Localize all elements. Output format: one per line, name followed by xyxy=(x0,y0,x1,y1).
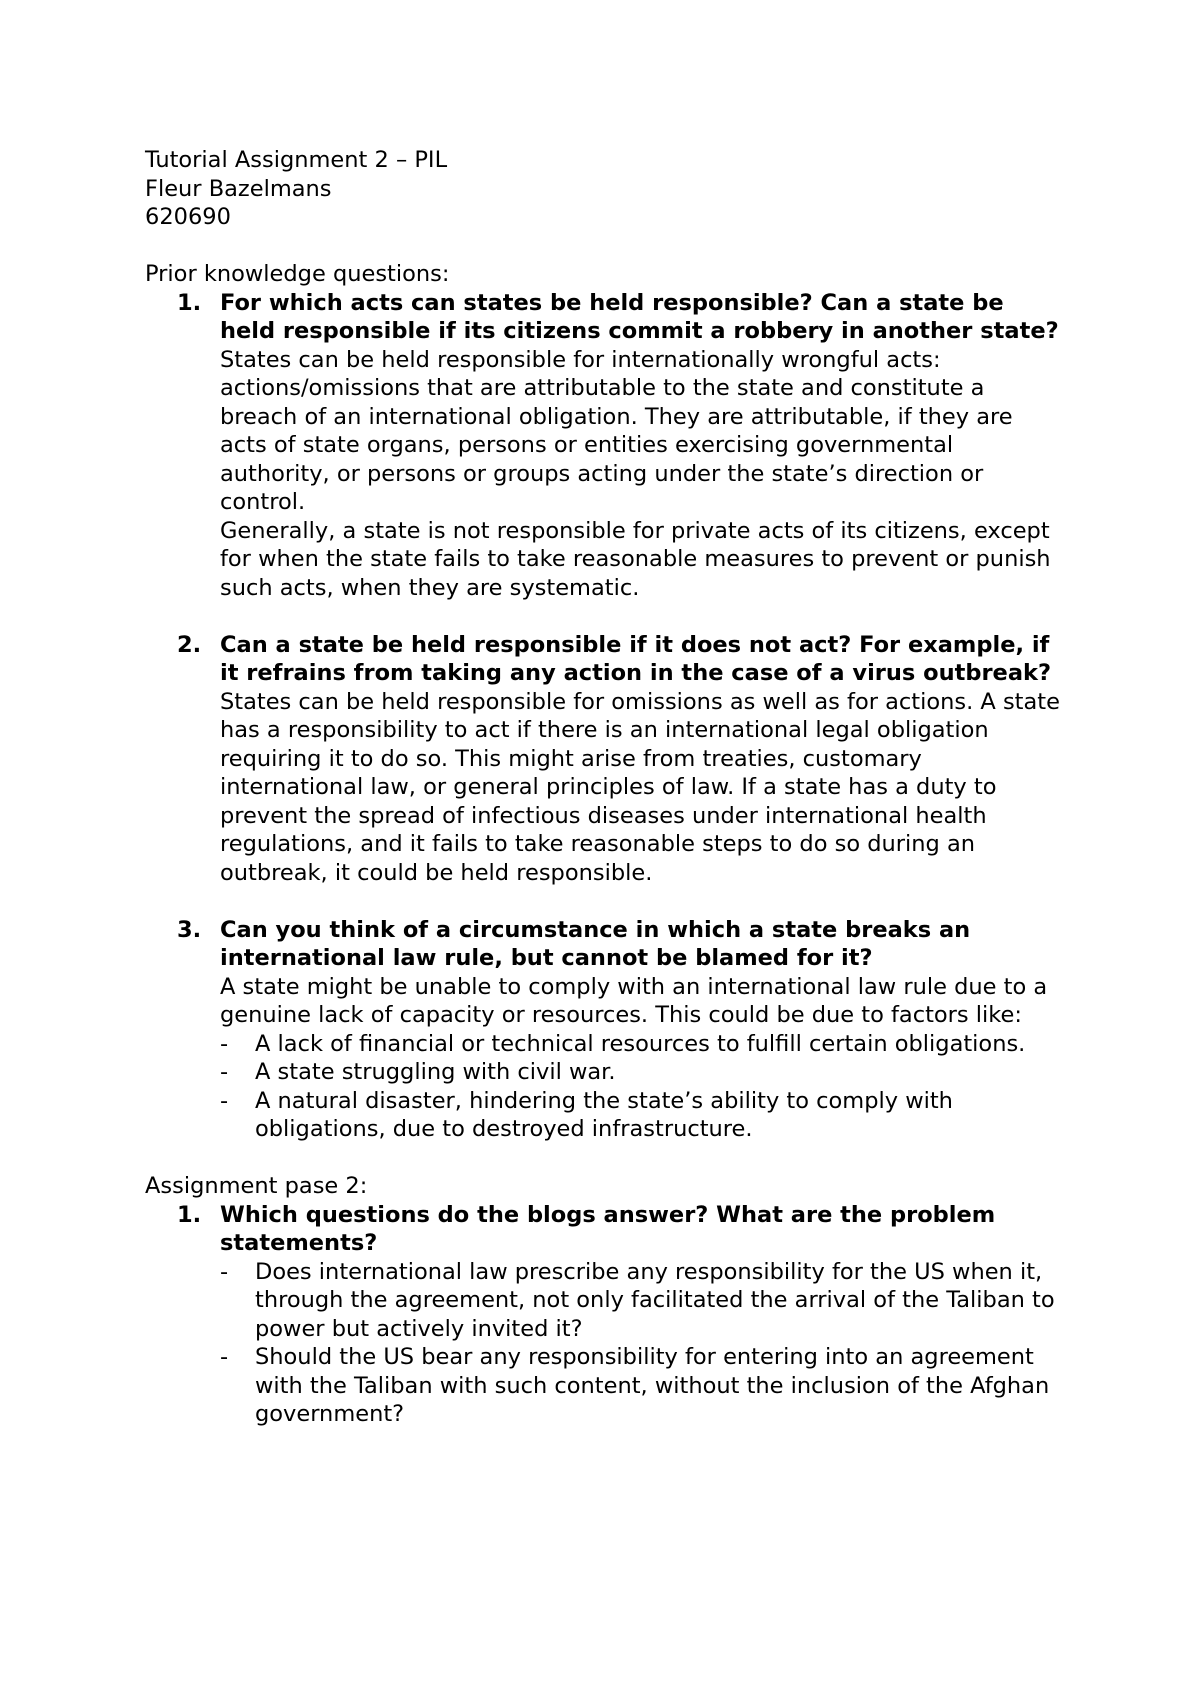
question-number: 2. xyxy=(177,631,202,658)
list-item-text: Should the US bear any responsibility for entering into an agreement with the Taliban with such content, without the inclusion of the Afghan government? xyxy=(255,1344,1050,1427)
answer-paragraph: A state might be unable to comply with an international law rule due to a genuine lack of capacity or resources. This could be due to factors like: xyxy=(220,973,1048,1028)
dash-marker: - xyxy=(220,1258,229,1285)
list-item-text: A natural disaster, hindering the state’s ability to comply with obligations, due to destroyed infrastructure. xyxy=(255,1087,953,1142)
answer-block xyxy=(220,1258,1065,1429)
dash-marker: - xyxy=(220,1344,229,1370)
question-item xyxy=(145,1201,1065,1429)
list-item xyxy=(220,1343,1065,1429)
dash-marker: - xyxy=(220,1059,229,1085)
list-item xyxy=(220,1087,1065,1144)
question-text: For which acts can states be held responsible? Can a state be held responsible if its citizens commit a robbery in another state? xyxy=(220,289,1059,344)
list-item-text: Does international law prescribe any responsibility for the US when it, through the agreement, not only facilitated the arrival of the Taliban to power but actively invited it? xyxy=(255,1258,1055,1342)
prior-knowledge-list xyxy=(145,289,1065,1144)
list-item xyxy=(220,1258,1065,1344)
answer-block xyxy=(220,346,1065,603)
question-text: Which questions do the blogs answer? What are the problem statements? xyxy=(220,1201,996,1256)
question-item xyxy=(145,631,1065,888)
prior-knowledge-heading: Prior knowledge questions: xyxy=(145,261,450,287)
question-number: 1. xyxy=(177,1201,202,1228)
question-text: Can you think of a circumstance in which a state breaks an international law rule, but cannot be blamed for it? xyxy=(220,916,971,971)
answer-paragraph: States can be held responsible for internationally wrongful acts: actions/omissions that are attributable to the state and constitute a breach of an international obligation. They are attributable, if they are acts of state organs, persons or entities exercising governmental authority, or persons or groups acting under the state’s direction or control. xyxy=(220,346,1013,515)
dash-marker: - xyxy=(220,1087,229,1114)
list-item xyxy=(220,1058,1065,1087)
dash-marker: - xyxy=(220,1030,229,1057)
list-item-text: A state struggling with civil war. xyxy=(255,1059,616,1085)
answer-block xyxy=(220,973,1065,1144)
question-item xyxy=(145,289,1065,603)
bullet-list xyxy=(220,1258,1065,1429)
author-name: Fleur Bazelmans xyxy=(145,175,332,202)
answer-paragraph: States can be held responsible for omissions as well as for actions. A state has a responsibility to act if there is an international legal obligation requiring it to do so. This might arise from treaties, customary international law, or general principles of law. If a state has a duty to prevent the spread of infectious diseases under international health regulations, and it fails to take reasonable steps to do so during an outbreak, it could be held responsible. xyxy=(220,688,1060,886)
answer-block xyxy=(220,688,1065,888)
answer-paragraph: Generally, a state is not responsible for private acts of its citizens, except for when the state fails to take reasonable measures to prevent or punish such acts, when they are systematic. xyxy=(220,517,1051,601)
question-number: 1. xyxy=(177,289,202,316)
student-number: 620690 xyxy=(145,204,231,230)
question-text: Can a state be held responsible if it does not act? For example, if it refrains from taking any action in the case of a virus outbreak? xyxy=(220,631,1052,686)
document-page xyxy=(145,146,1065,1429)
assignment-heading: Assignment pase 2: xyxy=(145,1173,368,1199)
question-item xyxy=(145,916,1065,1144)
list-item xyxy=(220,1030,1065,1059)
question-number: 3. xyxy=(177,916,202,943)
document-title: Tutorial Assignment 2 – PIL xyxy=(145,147,448,173)
assignment-list xyxy=(145,1201,1065,1429)
list-item-text: A lack of financial or technical resources to fulfill certain obligations. xyxy=(255,1030,1026,1057)
bullet-list xyxy=(220,1030,1065,1144)
spacer xyxy=(145,232,1065,261)
